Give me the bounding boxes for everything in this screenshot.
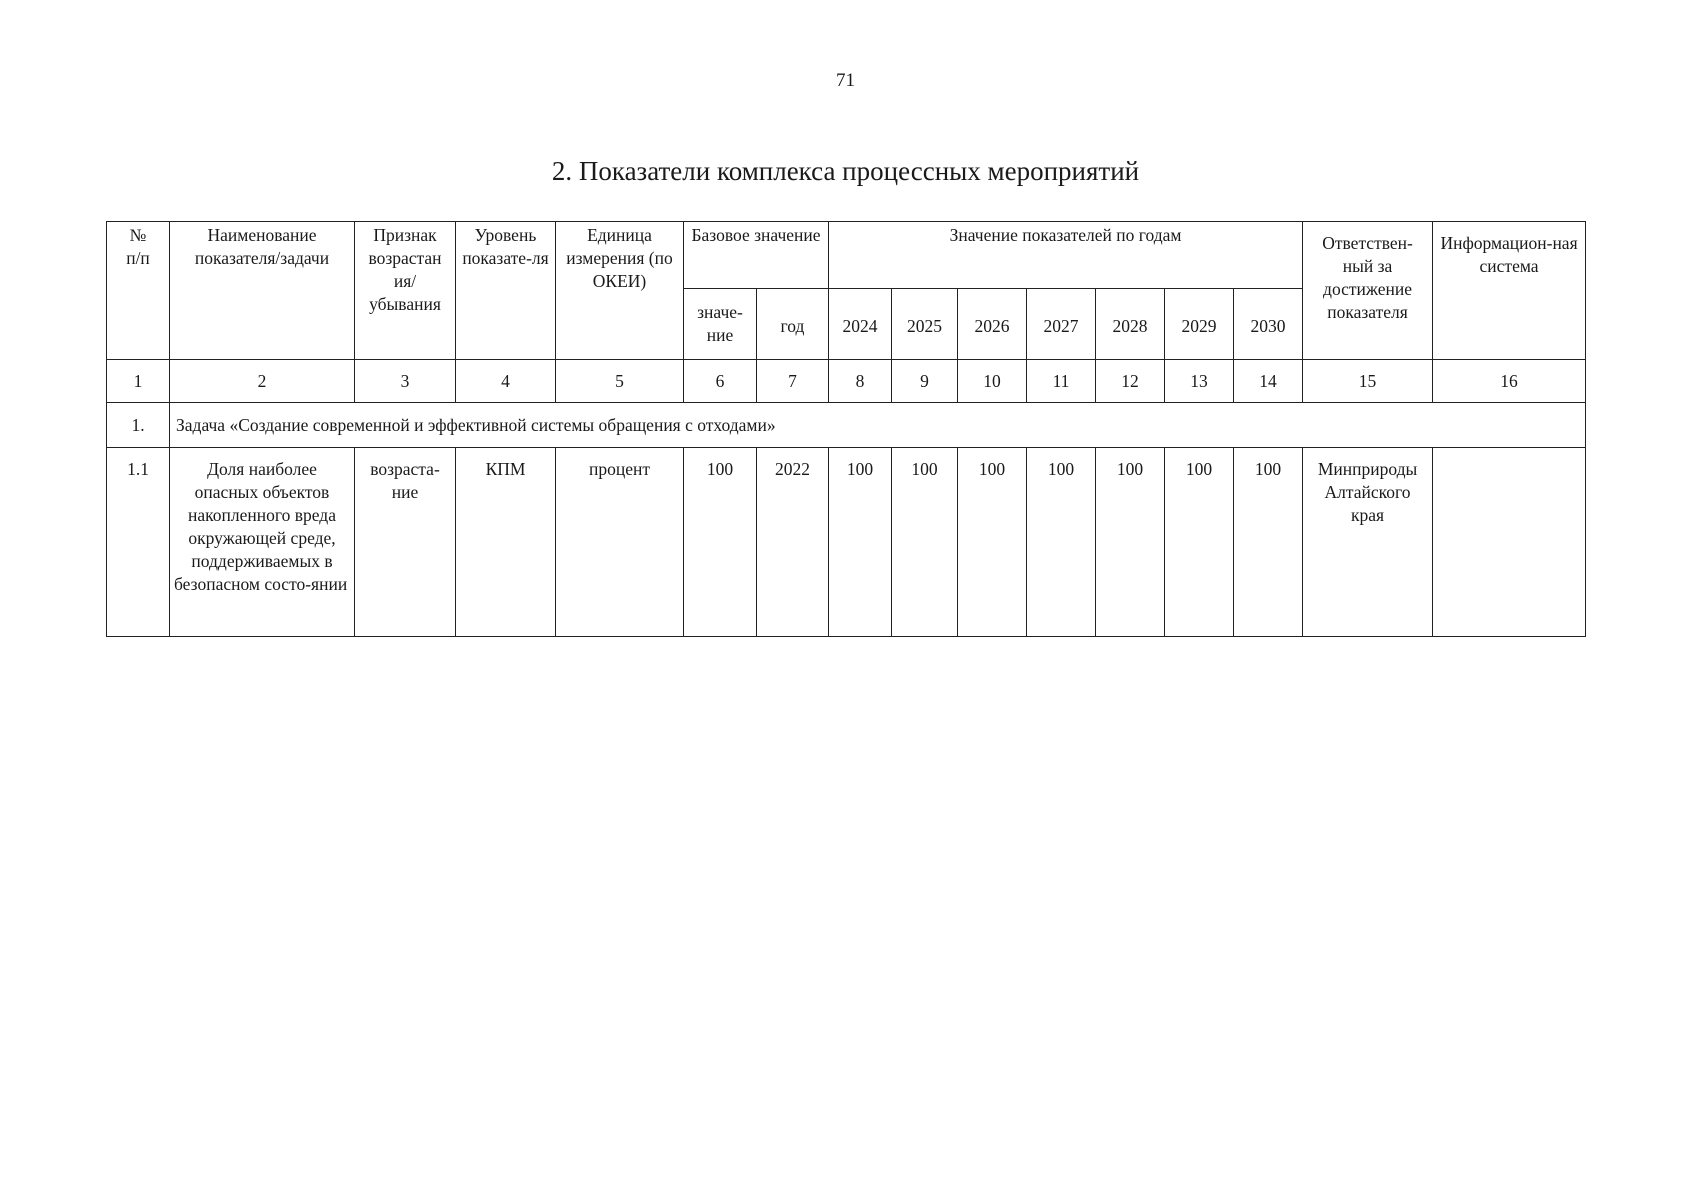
header-level: Уровень показате-ля xyxy=(456,222,556,360)
indicator-sign: возраста-ние xyxy=(355,448,456,637)
column-number: 10 xyxy=(958,360,1027,403)
header-sign: Признак возрастан ия/ убывания xyxy=(355,222,456,360)
indicator-value-2024: 100 xyxy=(829,448,892,637)
header-year-2024: 2024 xyxy=(829,289,892,360)
indicator-value-2026: 100 xyxy=(958,448,1027,637)
column-number: 15 xyxy=(1303,360,1433,403)
column-number: 3 xyxy=(355,360,456,403)
column-number: 9 xyxy=(892,360,958,403)
header-base-year: год xyxy=(757,289,829,360)
column-number: 2 xyxy=(170,360,355,403)
column-number: 7 xyxy=(757,360,829,403)
column-number: 11 xyxy=(1027,360,1096,403)
indicator-value-2030: 100 xyxy=(1234,448,1303,637)
header-num: № п/п xyxy=(107,222,170,360)
indicator-name: Доля наиболее опасных объектов накопленного вреда окружающей среде, поддерживаемых в безопасном состо-янии xyxy=(170,448,355,637)
header-unit: Единица измерения (по ОКЕИ) xyxy=(556,222,684,360)
column-number: 8 xyxy=(829,360,892,403)
indicator-level: КПМ xyxy=(456,448,556,637)
header-row-top xyxy=(107,222,1586,289)
column-number: 12 xyxy=(1096,360,1165,403)
column-number: 16 xyxy=(1433,360,1586,403)
header-year-2025: 2025 xyxy=(892,289,958,360)
task-num: 1. xyxy=(107,403,170,448)
header-year-2026: 2026 xyxy=(958,289,1027,360)
document-title: 2. Показатели комплекса процессных мероприятий xyxy=(551,156,1140,186)
header-year-2027: 2027 xyxy=(1027,289,1096,360)
column-number: 1 xyxy=(107,360,170,403)
indicator-value-2025: 100 xyxy=(892,448,958,637)
indicator-value-2027: 100 xyxy=(1027,448,1096,637)
column-number-row xyxy=(107,360,1586,403)
task-row xyxy=(107,403,1586,448)
column-number: 6 xyxy=(684,360,757,403)
header-name: Наименование показателя/задачи xyxy=(170,222,355,360)
indicator-responsible: Минприроды Алтайского края xyxy=(1303,448,1433,637)
header-info-system: Информацион-ная система xyxy=(1433,222,1586,360)
header-year-2028: 2028 xyxy=(1096,289,1165,360)
indicator-base-value: 100 xyxy=(684,448,757,637)
indicator-value-2028: 100 xyxy=(1096,448,1165,637)
task-text: Задача «Создание современной и эффективной системы обращения с отходами» xyxy=(170,403,1586,448)
header-year-2030: 2030 xyxy=(1234,289,1303,360)
header-base: Базовое значение xyxy=(684,222,829,289)
indicator-value-2029: 100 xyxy=(1165,448,1234,637)
column-number: 13 xyxy=(1165,360,1234,403)
page-number: 71 xyxy=(836,70,855,91)
indicator-unit: процент xyxy=(556,448,684,637)
header-by-years: Значение показателей по годам xyxy=(829,222,1303,289)
column-number: 4 xyxy=(456,360,556,403)
column-number: 5 xyxy=(556,360,684,403)
table-row xyxy=(107,448,1586,637)
indicators-table xyxy=(106,221,1586,637)
header-year-2029: 2029 xyxy=(1165,289,1234,360)
header-responsible: Ответствен-ный за достижение показателя xyxy=(1303,222,1433,360)
row-num: 1.1 xyxy=(107,448,170,637)
indicator-info-system xyxy=(1433,448,1586,637)
indicator-base-year: 2022 xyxy=(757,448,829,637)
header-base-value: значе-ние xyxy=(684,289,757,360)
column-number: 14 xyxy=(1234,360,1303,403)
